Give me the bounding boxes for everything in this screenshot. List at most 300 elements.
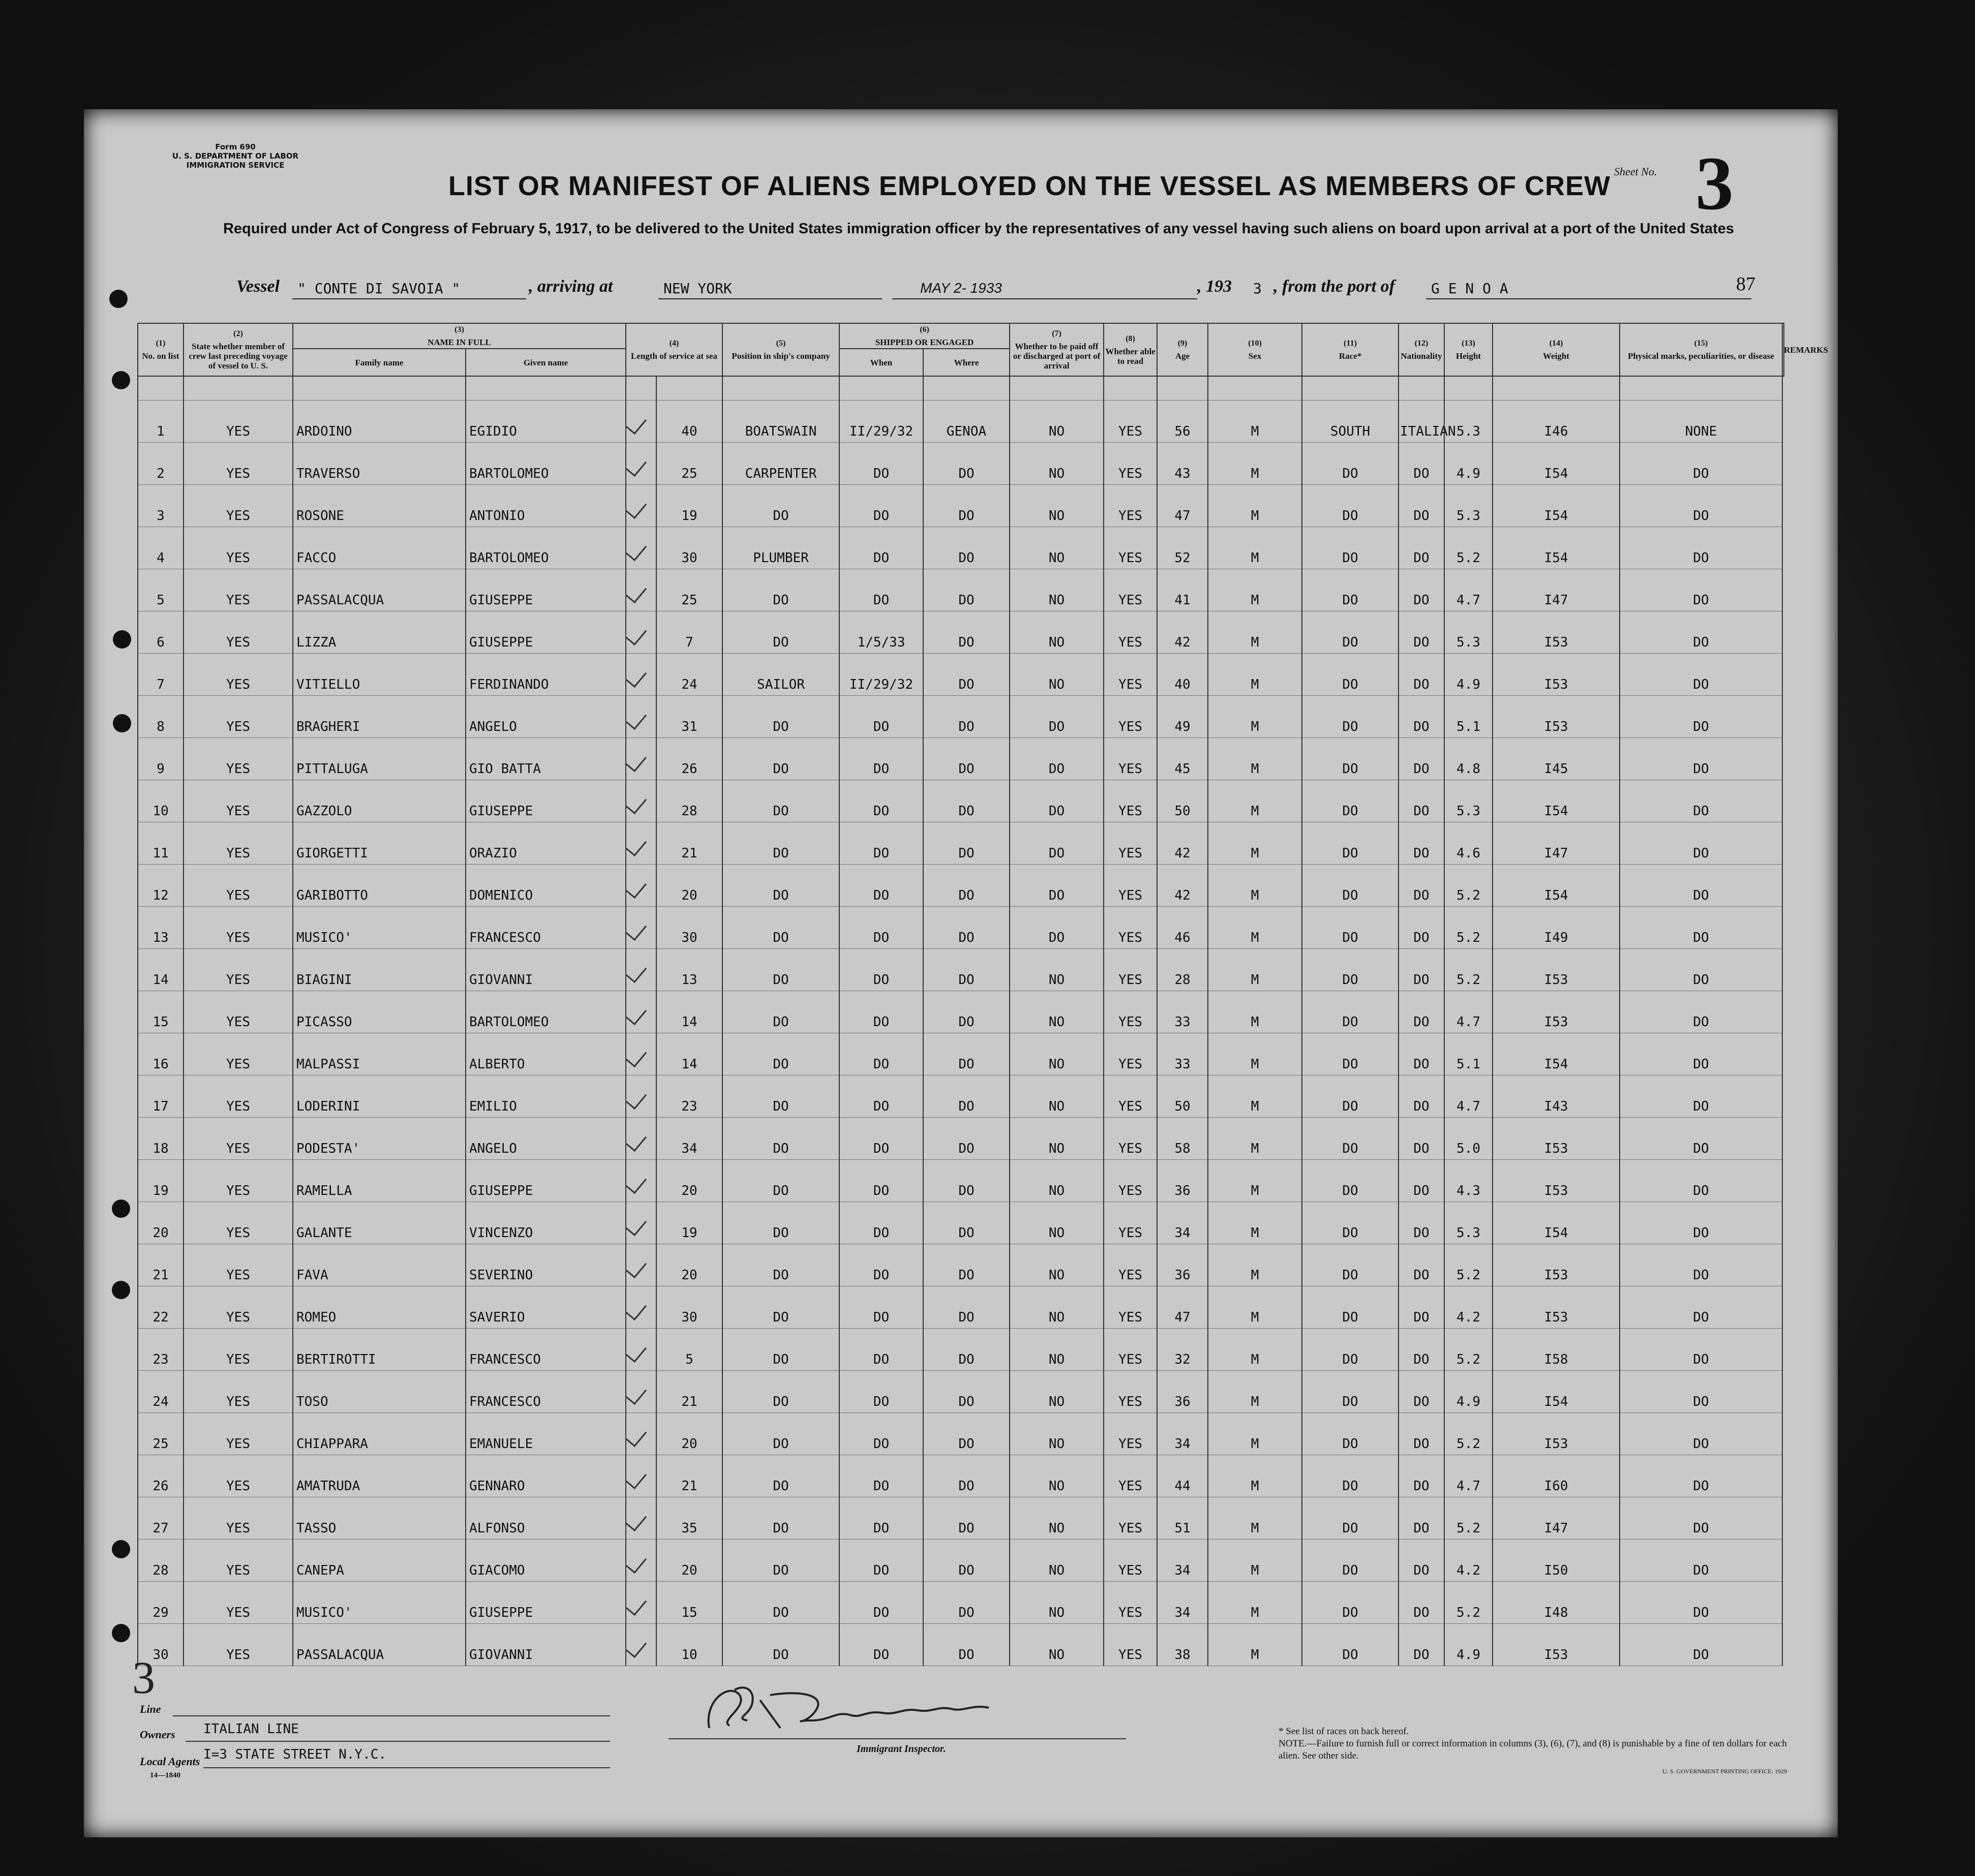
paid-off-cell: NO	[1010, 611, 1104, 654]
table-row	[138, 780, 1784, 822]
shipped-when-cell: DO	[839, 1413, 923, 1455]
paid-off-cell: DO	[1010, 907, 1104, 949]
physical-marks-cell: DO	[1620, 569, 1782, 611]
age-cell: 38	[1157, 1624, 1208, 1666]
sex-cell: M	[1208, 1329, 1302, 1371]
page-number: 87	[1736, 273, 1755, 295]
row-number: 6	[138, 611, 184, 654]
physical-marks-cell: DO	[1620, 1329, 1782, 1371]
height-cell: 4.7	[1444, 569, 1493, 611]
race-cell: DO	[1302, 1540, 1399, 1582]
age-cell: 43	[1157, 443, 1208, 485]
given-name-cell: GIOVANNI	[466, 1624, 626, 1666]
row-number: 10	[138, 780, 184, 822]
check-mark-cell	[626, 991, 656, 1033]
weight-cell: I47	[1493, 569, 1620, 611]
prev-voyage-cell: YES	[184, 401, 293, 443]
table-row	[138, 401, 1784, 443]
sex-cell: M	[1208, 401, 1302, 443]
family-name-cell: ARDOINO	[293, 401, 466, 443]
physical-marks-cell: DO	[1620, 1413, 1782, 1455]
punch-hole	[112, 1540, 130, 1558]
age-cell: 41	[1157, 569, 1208, 611]
sex-cell: M	[1208, 696, 1302, 738]
sex-cell: M	[1208, 485, 1302, 527]
physical-marks-cell: DO	[1620, 1455, 1782, 1497]
nationality-cell: DO	[1399, 527, 1444, 569]
given-name-cell: ALFONSO	[466, 1497, 626, 1540]
given-name-cell: SAVERIO	[466, 1286, 626, 1329]
prev-voyage-cell: YES	[184, 569, 293, 611]
family-name-cell: BERTIROTTI	[293, 1329, 466, 1371]
family-name-cell: LIZZA	[293, 611, 466, 654]
row-number: 30	[138, 1624, 184, 1666]
sex-cell: M	[1208, 780, 1302, 822]
family-name-cell: PITTALUGA	[293, 738, 466, 780]
prev-voyage-cell: YES	[184, 1075, 293, 1118]
footnote	[1279, 1726, 1787, 1777]
col-remarks-header: REMARKS	[1782, 323, 1784, 376]
weight-cell: I58	[1493, 1329, 1620, 1371]
weight-cell: I53	[1493, 1160, 1620, 1202]
family-name-cell: AMATRUDA	[293, 1455, 466, 1497]
physical-marks-cell: DO	[1620, 1118, 1782, 1160]
nationality-cell: DO	[1399, 569, 1444, 611]
local-agents-rule	[203, 1767, 610, 1768]
height-cell: 4.9	[1444, 1624, 1493, 1666]
shipped-when-cell: DO	[839, 1497, 923, 1540]
check-mark-cell	[626, 443, 656, 485]
shipped-when-cell: DO	[839, 907, 923, 949]
row-number: 3	[138, 485, 184, 527]
service-length-cell: 30	[656, 1286, 722, 1329]
table-row	[138, 1455, 1784, 1497]
col-when-header: When	[839, 349, 923, 376]
shipped-when-cell: DO	[839, 1033, 923, 1075]
given-name-cell: GIACOMO	[466, 1540, 626, 1582]
signature-rule	[669, 1738, 1126, 1739]
given-name-cell: EMANUELE	[466, 1413, 626, 1455]
shipped-when-cell: DO	[839, 696, 923, 738]
check-mark-cell	[626, 1286, 656, 1329]
row-number: 22	[138, 1286, 184, 1329]
sex-cell: M	[1208, 1160, 1302, 1202]
shipped-where-cell: DO	[923, 1160, 1010, 1202]
shipped-when-cell: DO	[839, 1160, 923, 1202]
family-name-cell: PASSALACQUA	[293, 1624, 466, 1666]
sex-cell: M	[1208, 738, 1302, 780]
table-row	[138, 1286, 1784, 1329]
weight-cell: I53	[1493, 696, 1620, 738]
family-name-cell: FAVA	[293, 1244, 466, 1286]
able-to-read-cell: YES	[1104, 1329, 1157, 1371]
check-mark-cell	[626, 1624, 656, 1666]
service-length-cell: 20	[656, 1244, 722, 1286]
table-row	[138, 822, 1784, 865]
height-cell: 5.1	[1444, 1033, 1493, 1075]
paid-off-cell: NO	[1010, 1455, 1104, 1497]
arriving-port-rule	[658, 298, 882, 299]
race-cell: DO	[1302, 1160, 1399, 1202]
race-cell: DO	[1302, 907, 1399, 949]
weight-cell: I54	[1493, 780, 1620, 822]
able-to-read-cell: YES	[1104, 1455, 1157, 1497]
able-to-read-cell: YES	[1104, 865, 1157, 907]
check-mark-cell	[626, 569, 656, 611]
weight-cell: I43	[1493, 1075, 1620, 1118]
physical-marks-cell: DO	[1620, 865, 1782, 907]
check-mark-cell	[626, 485, 656, 527]
table-row	[138, 865, 1784, 907]
sex-cell: M	[1208, 1582, 1302, 1624]
given-name-cell: EGIDIO	[466, 401, 626, 443]
arriving-label: , arriving at	[529, 277, 613, 296]
prev-voyage-cell: YES	[184, 1540, 293, 1582]
paid-off-cell: NO	[1010, 1329, 1104, 1371]
able-to-read-cell: YES	[1104, 569, 1157, 611]
position-cell: DO	[722, 1413, 839, 1455]
family-name-cell: RAMELLA	[293, 1160, 466, 1202]
race-cell: DO	[1302, 822, 1399, 865]
service-length-cell: 34	[656, 1118, 722, 1160]
paid-off-cell: NO	[1010, 949, 1104, 991]
nationality-cell: DO	[1399, 991, 1444, 1033]
check-mark-cell	[626, 907, 656, 949]
col-prev-voyage-header: (2) State whether member of crew last preceding voyage of vessel to U. S.	[184, 323, 293, 376]
row-number: 5	[138, 569, 184, 611]
race-cell: DO	[1302, 1244, 1399, 1286]
age-cell: 49	[1157, 696, 1208, 738]
sex-cell: M	[1208, 443, 1302, 485]
height-cell: 4.3	[1444, 1160, 1493, 1202]
nationality-cell: DO	[1399, 822, 1444, 865]
age-cell: 42	[1157, 865, 1208, 907]
check-mark-cell	[626, 949, 656, 991]
given-name-cell: ANGELO	[466, 696, 626, 738]
age-cell: 44	[1157, 1455, 1208, 1497]
able-to-read-cell: YES	[1104, 611, 1157, 654]
service-length-cell: 25	[656, 569, 722, 611]
paid-off-cell: NO	[1010, 401, 1104, 443]
age-cell: 46	[1157, 907, 1208, 949]
vessel-name-rule	[292, 298, 526, 299]
age-cell: 42	[1157, 611, 1208, 654]
service-length-cell: 5	[656, 1329, 722, 1371]
physical-marks-cell: DO	[1620, 443, 1782, 485]
col-service-header: (4) Length of service at sea	[626, 323, 722, 376]
family-name-cell: BIAGINI	[293, 949, 466, 991]
paid-off-cell: NO	[1010, 485, 1104, 527]
sex-cell: M	[1208, 1118, 1302, 1160]
race-cell: DO	[1302, 443, 1399, 485]
service-length-cell: 13	[656, 949, 722, 991]
paid-off-cell: NO	[1010, 443, 1104, 485]
sex-cell: M	[1208, 1497, 1302, 1540]
sex-cell: M	[1208, 611, 1302, 654]
given-name-cell: BARTOLOMEO	[466, 527, 626, 569]
sex-cell: M	[1208, 1540, 1302, 1582]
weight-cell: I46	[1493, 401, 1620, 443]
shipped-where-cell: DO	[923, 1413, 1010, 1455]
family-name-cell: ROSONE	[293, 485, 466, 527]
vessel-line	[236, 277, 1761, 302]
height-cell: 4.7	[1444, 991, 1493, 1033]
physical-marks-cell: DO	[1620, 822, 1782, 865]
weight-cell: I54	[1493, 443, 1620, 485]
from-port-label: , from the port of	[1273, 277, 1395, 296]
weight-cell: I54	[1493, 1033, 1620, 1075]
race-cell: DO	[1302, 1413, 1399, 1455]
race-cell: DO	[1302, 1118, 1399, 1160]
position-cell: DO	[722, 738, 839, 780]
paid-off-cell: NO	[1010, 1075, 1104, 1118]
service-length-cell: 14	[656, 1033, 722, 1075]
prev-voyage-cell: YES	[184, 1413, 293, 1455]
col-no-header: (1) No. on list	[138, 323, 184, 376]
table-row	[138, 1244, 1784, 1286]
prev-voyage-cell: YES	[184, 1244, 293, 1286]
height-cell: 5.3	[1444, 401, 1493, 443]
family-name-cell: BRAGHERI	[293, 696, 466, 738]
age-cell: 42	[1157, 822, 1208, 865]
shipped-when-cell: DO	[839, 949, 923, 991]
table-row	[138, 1413, 1784, 1455]
prev-voyage-cell: YES	[184, 1286, 293, 1329]
table-row	[138, 443, 1784, 485]
service-length-cell: 21	[656, 1455, 722, 1497]
from-port: G E N O A	[1431, 280, 1508, 297]
line-label: Line	[140, 1703, 161, 1715]
row-number: 9	[138, 738, 184, 780]
sex-cell: M	[1208, 865, 1302, 907]
arrival-date-rule	[892, 298, 1197, 299]
weight-cell: I47	[1493, 822, 1620, 865]
sex-cell: M	[1208, 991, 1302, 1033]
service-length-cell: 21	[656, 822, 722, 865]
physical-marks-cell: DO	[1620, 485, 1782, 527]
height-cell: 5.2	[1444, 1244, 1493, 1286]
age-cell: 47	[1157, 485, 1208, 527]
age-cell: 51	[1157, 1497, 1208, 1540]
weight-cell: I48	[1493, 1582, 1620, 1624]
table-row	[138, 949, 1784, 991]
prev-voyage-cell: YES	[184, 1371, 293, 1413]
physical-marks-cell: DO	[1620, 1497, 1782, 1540]
position-cell: DO	[722, 1244, 839, 1286]
family-name-cell: LODERINI	[293, 1075, 466, 1118]
check-mark-cell	[626, 1455, 656, 1497]
physical-marks-cell: DO	[1620, 1075, 1782, 1118]
crew-manifest-table	[137, 323, 1828, 1666]
height-cell: 5.2	[1444, 865, 1493, 907]
sex-cell: M	[1208, 1033, 1302, 1075]
table-row	[138, 1160, 1784, 1202]
physical-marks-cell: DO	[1620, 1371, 1782, 1413]
able-to-read-cell: YES	[1104, 401, 1157, 443]
nationality-cell: DO	[1399, 1455, 1444, 1497]
nationality-cell: DO	[1399, 443, 1444, 485]
form-identifier	[144, 142, 327, 170]
prev-voyage-cell: YES	[184, 1624, 293, 1666]
race-cell: DO	[1302, 1497, 1399, 1540]
height-cell: 4.2	[1444, 1540, 1493, 1582]
prev-voyage-cell: YES	[184, 443, 293, 485]
prev-voyage-cell: YES	[184, 907, 293, 949]
paid-off-cell: NO	[1010, 1497, 1104, 1540]
given-name-cell: GIUSEPPE	[466, 780, 626, 822]
height-cell: 4.9	[1444, 1371, 1493, 1413]
position-cell: DO	[722, 780, 839, 822]
check-mark-cell	[626, 654, 656, 696]
height-cell: 5.0	[1444, 1118, 1493, 1160]
sex-cell: M	[1208, 1286, 1302, 1329]
weight-cell: I60	[1493, 1455, 1620, 1497]
position-cell: DO	[722, 485, 839, 527]
sex-cell: M	[1208, 1413, 1302, 1455]
paid-off-cell: NO	[1010, 1624, 1104, 1666]
shipped-where-cell: DO	[923, 1624, 1010, 1666]
col-family-name-header: Family name	[293, 349, 466, 376]
age-cell: 34	[1157, 1540, 1208, 1582]
position-cell: DO	[722, 1286, 839, 1329]
prev-voyage-cell: YES	[184, 1497, 293, 1540]
race-cell: DO	[1302, 1624, 1399, 1666]
able-to-read-cell: YES	[1104, 1371, 1157, 1413]
nationality-cell: DO	[1399, 1582, 1444, 1624]
physical-marks-cell: DO	[1620, 696, 1782, 738]
height-cell: 5.2	[1444, 1582, 1493, 1624]
shipped-when-cell: DO	[839, 1244, 923, 1286]
paid-off-cell: NO	[1010, 654, 1104, 696]
given-name-cell: ORAZIO	[466, 822, 626, 865]
punch-hole	[113, 630, 131, 649]
family-name-cell: GALANTE	[293, 1202, 466, 1244]
shipped-when-cell: DO	[839, 780, 923, 822]
given-name-cell: ALBERTO	[466, 1033, 626, 1075]
nationality-cell: DO	[1399, 738, 1444, 780]
position-cell: DO	[722, 949, 839, 991]
nationality-cell: DO	[1399, 1160, 1444, 1202]
able-to-read-cell: YES	[1104, 1582, 1157, 1624]
weight-cell: I53	[1493, 654, 1620, 696]
position-cell: CARPENTER	[722, 443, 839, 485]
form-number: Form 690	[215, 142, 256, 151]
able-to-read-cell: YES	[1104, 822, 1157, 865]
check-mark-cell	[626, 738, 656, 780]
height-cell: 4.9	[1444, 654, 1493, 696]
given-name-cell: GIOVANNI	[466, 949, 626, 991]
able-to-read-cell: YES	[1104, 1118, 1157, 1160]
col-age-header: (9) Age	[1157, 323, 1208, 376]
printer-imprint: U. S. GOVERNMENT PRINTING OFFICE: 1929	[1662, 1768, 1787, 1775]
table-row	[138, 1033, 1784, 1075]
col-sex-header: (10) Sex	[1208, 323, 1302, 376]
weight-cell: I53	[1493, 949, 1620, 991]
row-number: 24	[138, 1371, 184, 1413]
shipped-when-cell: DO	[839, 569, 923, 611]
prev-voyage-cell: YES	[184, 991, 293, 1033]
able-to-read-cell: YES	[1104, 949, 1157, 991]
family-name-cell: PICASSO	[293, 991, 466, 1033]
weight-cell: I54	[1493, 1202, 1620, 1244]
race-cell: DO	[1302, 1582, 1399, 1624]
able-to-read-cell: YES	[1104, 527, 1157, 569]
paid-off-cell: NO	[1010, 1371, 1104, 1413]
col-read-header: (8) Whether able to read	[1104, 323, 1157, 376]
row-number: 13	[138, 907, 184, 949]
family-name-cell: GAZZOLO	[293, 780, 466, 822]
punch-hole	[112, 1624, 130, 1642]
prev-voyage-cell: YES	[184, 485, 293, 527]
paid-off-cell: NO	[1010, 1033, 1104, 1075]
shipped-where-cell: DO	[923, 738, 1010, 780]
check-mark-cell	[626, 780, 656, 822]
race-cell: DO	[1302, 1371, 1399, 1413]
given-name-cell: FRANCESCO	[466, 1371, 626, 1413]
weight-cell: I47	[1493, 1497, 1620, 1540]
nationality-cell: DO	[1399, 1371, 1444, 1413]
row-number: 14	[138, 949, 184, 991]
able-to-read-cell: YES	[1104, 907, 1157, 949]
physical-marks-cell: DO	[1620, 1160, 1782, 1202]
shipped-when-cell: DO	[839, 1329, 923, 1371]
service-length-cell: 30	[656, 527, 722, 569]
row-number: 1	[138, 401, 184, 443]
year-label: , 193	[1197, 277, 1232, 296]
height-cell: 5.2	[1444, 1413, 1493, 1455]
local-agents-value: I=3 STATE STREET N.Y.C.	[203, 1747, 387, 1762]
shipped-where-cell: DO	[923, 991, 1010, 1033]
race-footnote: * See list of races on back hereof.	[1279, 1726, 1409, 1737]
prev-voyage-cell: YES	[184, 1202, 293, 1244]
weight-cell: I53	[1493, 1286, 1620, 1329]
table-row	[138, 485, 1784, 527]
service-length-cell: 14	[656, 991, 722, 1033]
race-cell: DO	[1302, 780, 1399, 822]
row-number: 7	[138, 654, 184, 696]
race-cell: DO	[1302, 1075, 1399, 1118]
given-name-cell: GIUSEPPE	[466, 611, 626, 654]
position-cell: DO	[722, 1455, 839, 1497]
physical-marks-cell: DO	[1620, 780, 1782, 822]
shipped-when-cell: DO	[839, 991, 923, 1033]
check-mark-cell	[626, 401, 656, 443]
arriving-port: NEW YORK	[663, 280, 732, 297]
height-cell: 5.2	[1444, 949, 1493, 991]
age-cell: 36	[1157, 1160, 1208, 1202]
shipped-when-cell: II/29/32	[839, 401, 923, 443]
age-cell: 50	[1157, 1075, 1208, 1118]
given-name-cell: VINCENZO	[466, 1202, 626, 1244]
nationality-cell: DO	[1399, 780, 1444, 822]
row-number: 4	[138, 527, 184, 569]
inspector-signature	[699, 1680, 1004, 1736]
shipped-when-cell: DO	[839, 822, 923, 865]
service-length-cell: 10	[656, 1624, 722, 1666]
sex-cell: M	[1208, 569, 1302, 611]
weight-cell: I54	[1493, 1371, 1620, 1413]
row-number: 11	[138, 822, 184, 865]
table-row	[138, 1582, 1784, 1624]
table-row	[138, 1371, 1784, 1413]
position-cell: DO	[722, 696, 839, 738]
shipped-where-cell: DO	[923, 1244, 1010, 1286]
height-cell: 4.6	[1444, 822, 1493, 865]
able-to-read-cell: YES	[1104, 1202, 1157, 1244]
table-row	[138, 527, 1784, 569]
crew-rows	[138, 376, 1784, 1666]
row-number: 26	[138, 1455, 184, 1497]
